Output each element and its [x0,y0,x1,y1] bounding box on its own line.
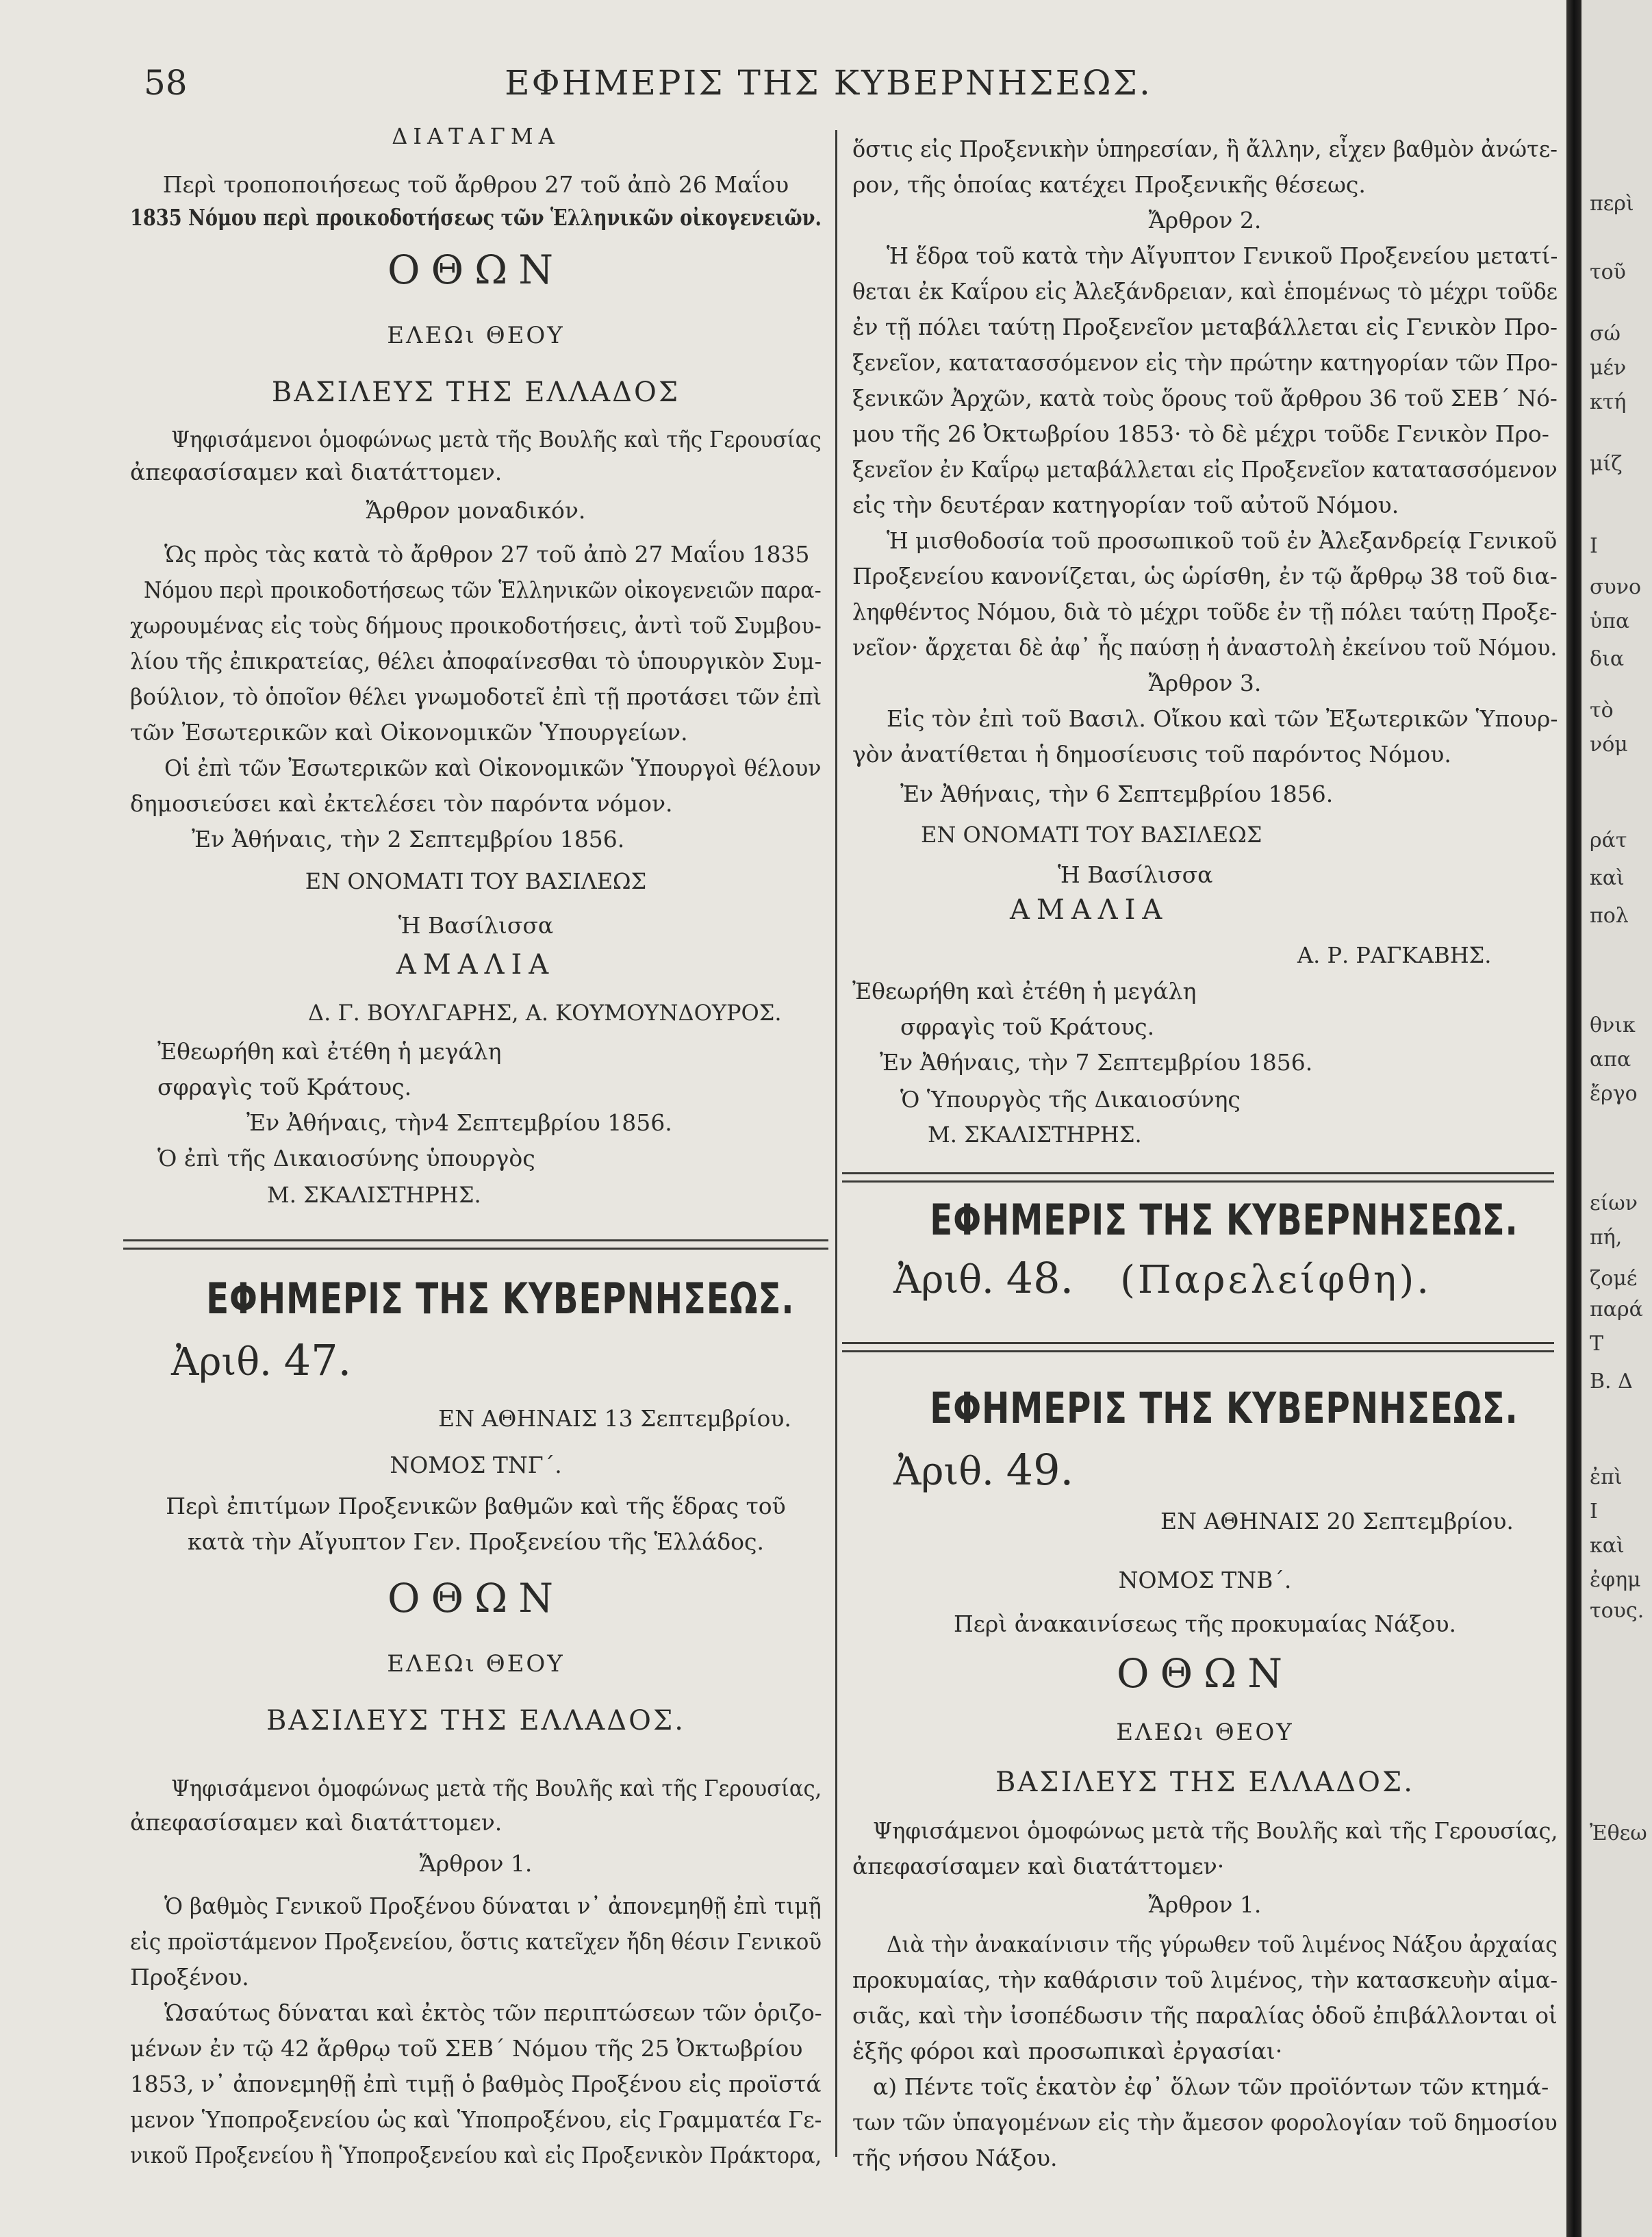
cont-text: γὸν ἀνατίθεται ἡ δημοσίευσις τοῦ παρόντος Νόμου. [852,741,1451,768]
section-rule [123,1239,828,1250]
decree-execution-1: Οἱ ἐπὶ τῶν Ἐσωτερικῶν καὶ Οἰκονομικῶν Ὑπουργοὶ θέλουν [164,755,822,781]
issue-49-preamble-2: ἀπεφασίσαμεν καὶ διατάττομεν· [852,1853,1225,1880]
issue-49-title-king: ΒΑΣΙΛΕΥΣ ΤΗΣ ΕΛΛΑΔΟΣ. [995,1767,1414,1798]
issue-49-label: Ἀριθ. [893,1450,994,1494]
gazette-title-48: ΕΦΗΜΕΡΙΣ ΤΗΣ ΚΥΒΕΡΝΗΣΕΩΣ. [930,1195,1518,1245]
next-page-fragment: ἐπὶ [1590,1465,1623,1489]
cont-article-2: Ἄρθρον 2. [1148,207,1262,233]
issue-49-king: ΟΘΩΝ [1117,1650,1293,1697]
decree-article-line: Νόμου περὶ προικοδοτήσεως τῶν Ἑλληνικῶν οἰκογενειῶν παρα- [144,577,822,603]
gazette-title-49: ΕΦΗΜΕΡΙΣ ΤΗΣ ΚΥΒΕΡΝΗΣΕΩΣ. [930,1383,1518,1433]
book-gutter [1566,0,1581,2237]
gazette-title-47: ΕΦΗΜΕΡΙΣ ΤΗΣ ΚΥΒΕΡΝΗΣΕΩΣ. [206,1274,795,1324]
next-page-fragment: τους. [1590,1599,1644,1623]
cont-text: ξενεῖον, κατατασσόμενον εἰς τὴν πρώτην κατηγορίαν τῶν Προ- [852,349,1558,376]
issue-49-text: α) Πέντε τοῖς ἑκατὸν ἐφ᾿ ὅλων τῶν προϊόντων τῶν κτημά- [873,2073,1549,2100]
issue-47-king: ΟΘΩΝ [387,1575,564,1621]
column-divider [835,130,837,2157]
decree-article-line: λίου τῆς ἐπικρατείας, θέλει ἀποφαίνεσθαι τὸ ὑπουργικὸν Συμ- [130,648,822,674]
issue-48-heading [893,1253,1432,1303]
decree-ministers: Δ. Γ. ΒΟΥΛΓΑΡΗΣ, Α. ΚΟΥΜΟΥΝΔΟΥΡΟΣ. [308,1000,782,1026]
cont-seal-1: Ἐθεωρήθη καὶ ἐτέθη ἡ μεγάλη [852,978,1197,1004]
issue-47-text: νικοῦ Προξενείου ἢ Ὑποπροξενείου καὶ εἰς Προξενικὸν Πράκτορα, [130,2142,822,2169]
cont-line: ρον, τῆς ὁποίας κατέχει Προξενικῆς θέσεως. [852,171,1366,198]
decree-article: Ἄρθρον μοναδικόν. [366,497,586,524]
issue-49-law: ΝΟΜΟΣ ΤΝΒ΄. [1118,1567,1292,1593]
issue-47-preamble-2: ἀπεφασίσαμεν καὶ διατάττομεν. [130,1809,503,1836]
decree-article-line: χωρουμένας εἰς τοὺς δήμους προικοδοτήσεις, ἀντὶ τοῦ Συμβου- [130,612,822,639]
decree-grace: ΕΛΕΩι ΘΕΟΥ [387,322,565,349]
next-page-fragment: καὶ [1590,866,1625,890]
issue-47-label: Ἀριθ. [171,1340,272,1385]
next-page-fragment: ὑπα [1590,609,1630,633]
next-page-fragment: είων [1590,1191,1638,1215]
next-page-fragment: σώ [1590,322,1621,346]
issue-49-text: ἑξῆς φόροι καὶ προσωπικαὶ ἐργασίαι· [852,2038,1283,2064]
cont-date: Ἐν Ἀθήναις, τὴν 6 Σεπτεμβρίου 1856. [900,781,1334,807]
cont-seal-date: Ἐν Ἀθήναις, τὴν 7 Σεπτεμβρίου 1856. [880,1049,1313,1076]
next-page-fragment: νόμ [1590,733,1628,757]
cont-seal-2: σφραγὶς τοῦ Κράτους. [900,1013,1155,1040]
decree-justice: Ὁ ἐπὶ τῆς Δικαιοσύνης ὑπουργὸς [157,1145,535,1172]
next-page-fragment: μέν [1590,356,1627,380]
issue-49-heading [893,1445,1073,1495]
next-page-fragment: τὸ [1590,698,1614,722]
decree-preamble-1: Ψηφισάμενοι ὁμοφώνως μετὰ τῆς Βουλῆς καὶ τῆς Γερουσίας [171,426,822,453]
cont-text: θεται ἐκ Καΐρου εἰς Ἀλεξάνδρειαν, καὶ ἑπομένως τὸ μέχρι τοῦδε [852,278,1558,305]
next-page-fragment: θνικ [1590,1013,1636,1037]
section-rule [842,1342,1554,1352]
issue-49-text: Διὰ τὴν ἀνακαίνισιν τῆς γύρωθεν τοῦ λιμένος Νάξου ἀρχαίας [887,1931,1558,1958]
issue-48-label: Ἀριθ. [893,1258,994,1302]
issue-47-text: Ὁ βαθμὸς Γενικοῦ Προξένου δύναται ν᾿ ἀπονεμηθῇ ἐπὶ τιμῇ [164,1893,822,1919]
next-page-fragment: περὶ [1590,192,1634,216]
issue-49-article: Ἄρθρον 1. [1148,1891,1262,1918]
decree-subject-1: Περὶ τροποποιήσεως τοῦ ἄρθρου 27 τοῦ ἀπὸ 26 Μαΐου [162,171,789,198]
cont-article-3: Ἄρθρον 3. [1148,670,1262,696]
decree-king: ΟΘΩΝ [387,247,564,293]
issue-47-article: Ἄρθρον 1. [419,1850,533,1877]
next-page-fragment: ἐφημ [1590,1568,1641,1592]
cont-text: Προξενείου κανονίζεται, ὡς ὡρίσθη, ἐν τῷ ἄρθρῳ 38 τοῦ δια- [852,563,1558,590]
decree-seal-1: Ἐθεωρήθη καὶ ἐτέθη ἡ μεγάλη [157,1038,502,1065]
decree-justice-name: Μ. ΣΚΑΛΙΣΤΗΡΗΣ. [267,1182,481,1208]
issue-47-text: εἰς προϊστάμενον Προξενείου, ὅστις κατεῖχεν ἤδη θέσιν Γενικοῦ [130,1928,822,1955]
next-page-fragment: απα [1590,1048,1631,1072]
cont-queen-label: Ἡ Βασίλισσα [1058,861,1213,888]
cont-text: Εἰς τὸν ἐπὶ τοῦ Βασιλ. Οἴκου καὶ τῶν Ἐξωτερικῶν Ὑπουρ- [887,705,1558,732]
issue-47-text: 1853, ν᾿ ἀπονεμηθῇ ἐπὶ τιμῇ ὁ βαθμὸς Προξένου εἰς προϊστά [130,2071,822,2097]
next-page-fragment: ἔργο [1590,1082,1638,1106]
issue-49-preamble-1: Ψηφισάμενοι ὁμοφώνως μετὰ τῆς Βουλῆς καὶ τῆς Γερουσίας, [873,1817,1558,1844]
decree-seal-2: σφραγὶς τοῦ Κράτους. [157,1074,412,1100]
issue-47-subject-1: Περὶ ἐπιτίμων Προξενικῶν βαθμῶν καὶ τῆς ἕδρας τοῦ [166,1493,786,1519]
decree-subject-2: 1835 Νόμου περὶ προικοδοτήσεως τῶν Ἑλληνικῶν οἰκογενειῶν. [130,204,822,231]
decree-article-line: βούλιον, τὸ ὁποῖον θέλει γνωμοδοτεῖ ἐπὶ τῇ προτάσει τῶν ἐπὶ [130,683,822,710]
issue-47-text: μένων ἐν τῷ 42 ἄρθρῳ τοῦ ΣΕΒ΄ Νόμου τῆς 25 Ὀκτωβρίου [130,2035,803,2062]
decree-queen-label: Ἡ Βασίλισσα [398,912,554,939]
issue-47-law: ΝΟΜΟΣ ΤΝΓ΄. [390,1452,562,1478]
next-page-fragment: ράτ [1590,829,1627,852]
page-number: 58 [144,63,188,103]
cont-text: ξενεῖον ἐν Καΐρῳ μεταβάλλεται εἰς Προξενεῖον κατατασσόμενον [852,456,1558,483]
cont-text: νεῖον· ἄρχεται δὲ ἀφ᾿ ἧς παύσῃ ἡ ἀναστολὴ ἐκείνου τοῦ Νόμου. [852,634,1558,661]
issue-47-heading [171,1335,351,1385]
issue-49-text: σιᾶς, καὶ τὴν ἰσοπέδωσιν τῆς παραλίας ὁδοῦ ἐπιβάλλονται οἱ [852,2002,1558,2029]
issue-48-omitted: (Παρελείφθη). [1120,1258,1432,1302]
next-page-edge [1581,0,1652,2237]
issue-48-number: 48. [1006,1253,1074,1303]
next-page-fragment: ζομέ [1590,1267,1638,1291]
cont-text: Ἡ ἕδρα τοῦ κατὰ τὴν Αἴγυπτον Γενικοῦ Προξενείου μετατί- [887,242,1558,269]
next-page-fragment: μίζ [1590,452,1623,476]
decree-title: ΔΙΑΤΑΓΜΑ [392,123,560,149]
issue-47-text: μενον Ὑποπροξενείου ὡς καὶ Ὑποπροξένου, εἰς Γραμματέα Γε- [130,2106,822,2133]
next-page-fragment: καὶ [1590,1534,1625,1558]
decree-date: Ἐν Ἀθήναις, τὴν 2 Σεπτεμβρίου 1856. [192,826,625,852]
next-page-fragment: κτή [1590,390,1627,414]
issue-47-subject-2: κατὰ τὴν Αἴγυπτον Γεν. Προξενείου τῆς Ἑλλάδος. [188,1528,764,1555]
cont-minister: Α. Ρ. ΡΑΓΚΑΒΗΣ. [1297,942,1492,968]
cont-justice-name: Μ. ΣΚΑΛΙΣΤΗΡΗΣ. [928,1122,1142,1148]
issue-49-dateline: ΕΝ ΑΘΗΝΑΙΣ 20 Σεπτεμβρίου. [1160,1508,1514,1534]
decree-article-line: τῶν Ἐσωτερικῶν καὶ Οἰκονομικῶν Ὑπουργείων. [130,719,688,746]
issue-49-subject: Περὶ ἀνακαινίσεως τῆς προκυμαίας Νάξου. [953,1610,1456,1637]
decree-execution-2: δημοσιεύσει καὶ ἐκτελέσει τὸν παρόντα νόμον. [130,790,673,817]
next-page-fragment: παρά [1590,1298,1643,1322]
cont-text: ληφθέντος Νόμου, διὰ τὸ μέχρι τοῦδε ἐν τῇ πόλει ταύτῃ Προξε- [852,598,1558,625]
issue-49-number: 49. [1006,1445,1074,1495]
issue-49-text: προκυμαίας, τὴν καθάρισιν τοῦ λιμένος, τὴν κατασκευὴν αἱμα- [852,1967,1558,1993]
decree-title-king: ΒΑΣΙΛΕΥΣ ΤΗΣ ΕΛΛΑΔΟΣ [271,377,681,408]
issue-47-text: Ὡσαύτως δύναται καὶ ἐκτὸς τῶν περιπτώσεων τῶν ὁριζο- [164,1999,822,2026]
cont-text: εἰς τὴν δευτέραν κατηγορίαν τοῦ αὐτοῦ Νόμου. [852,492,1399,518]
issue-49-text: τῆς νήσου Νάξου. [852,2145,1058,2171]
cont-text: Ἡ μισθοδοσία τοῦ προσωπικοῦ τοῦ ἐν Ἀλεξανδρείᾳ Γενικοῦ [887,527,1558,554]
issue-47-dateline: ΕΝ ΑΘΗΝΑΙΣ 13 Σεπτεμβρίου. [438,1405,791,1432]
issue-49-grace: ΕΛΕΩι ΘΕΟΥ [1116,1719,1294,1746]
issue-47-grace: ΕΛΕΩι ΘΕΟΥ [387,1650,565,1678]
running-title: ΕΦΗΜΕΡΙΣ ΤΗΣ ΚΥΒΕΡΝΗΣΕΩΣ. [505,63,1152,103]
cont-line: ὅστις εἰς Προξενικὴν ὑπηρεσίαν, ἢ ἄλλην, εἶχεν βαθμὸν ἀνώτε- [852,136,1558,162]
next-page-fragment: δια [1590,647,1625,671]
decree-article-line: Ὡς πρὸς τὰς κατὰ τὸ ἄρθρον 27 τοῦ ἀπὸ 27 Μαΐου 1835 [164,541,810,568]
cont-text: ξενικῶν Ἀρχῶν, κατὰ τοὺς ὅρους τοῦ ἄρθρου 36 τοῦ ΣΕΒ΄ Νό- [852,385,1558,412]
next-page-fragment: πολ [1590,904,1629,928]
next-page-fragment: Ι [1590,534,1598,558]
decree-in-name: ΕΝ ΟΝΟΜΑΤΙ ΤΟΥ ΒΑΣΙΛΕΩΣ [305,868,647,894]
cont-queen: ΑΜΑΛΙΑ [1010,894,1169,926]
cont-text: ἐν τῇ πόλει ταύτῃ Προξενεῖον μεταβάλλεται εἰς Γενικὸν Προ- [852,314,1558,340]
issue-47-number: 47. [283,1335,352,1385]
cont-text: μου τῆς 26 Ὀκτωβρίου 1853· τὸ δὲ μέχρι τοῦδε Γενικὸν Προ- [852,420,1549,447]
cont-justice: Ὁ Ὑπουργὸς τῆς Δικαιοσύνης [900,1086,1241,1113]
cont-in-name: ΕΝ ΟΝΟΜΑΤΙ ΤΟΥ ΒΑΣΙΛΕΩΣ [921,822,1262,848]
decree-preamble-2: ἀπεφασίσαμεν καὶ διατάττομεν. [130,459,503,485]
next-page-fragment: συνο [1590,575,1642,599]
issue-49-text: των τῶν ὑπαγομένων εἰς τὴν ἄμεσον φορολογίαν τοῦ δημοσίου [852,2109,1558,2136]
decree-seal-date: Ἐν Ἀθήναις, τὴν4 Σεπτεμβρίου 1856. [246,1109,672,1136]
decree-queen: ΑΜΑΛΙΑ [396,949,556,981]
next-page-fragment: πή, [1590,1226,1623,1250]
issue-47-text: Προξένου. [130,1964,249,1990]
next-page-fragment: Ι [1590,1500,1598,1524]
section-rule [842,1172,1554,1183]
issue-47-preamble-1: Ψηφισάμενοι ὁμοφώνως μετὰ τῆς Βουλῆς καὶ τῆς Γερουσίας, [171,1775,822,1802]
next-page-fragment: Ἐθεω [1590,1821,1647,1845]
next-page-fragment: Β. Δ [1590,1369,1633,1393]
issue-47-title-king: ΒΑΣΙΛΕΥΣ ΤΗΣ ΕΛΛΑΔΟΣ. [266,1705,685,1736]
next-page-fragment: Τ [1590,1332,1604,1356]
next-page-fragment: τοῦ [1590,260,1626,284]
